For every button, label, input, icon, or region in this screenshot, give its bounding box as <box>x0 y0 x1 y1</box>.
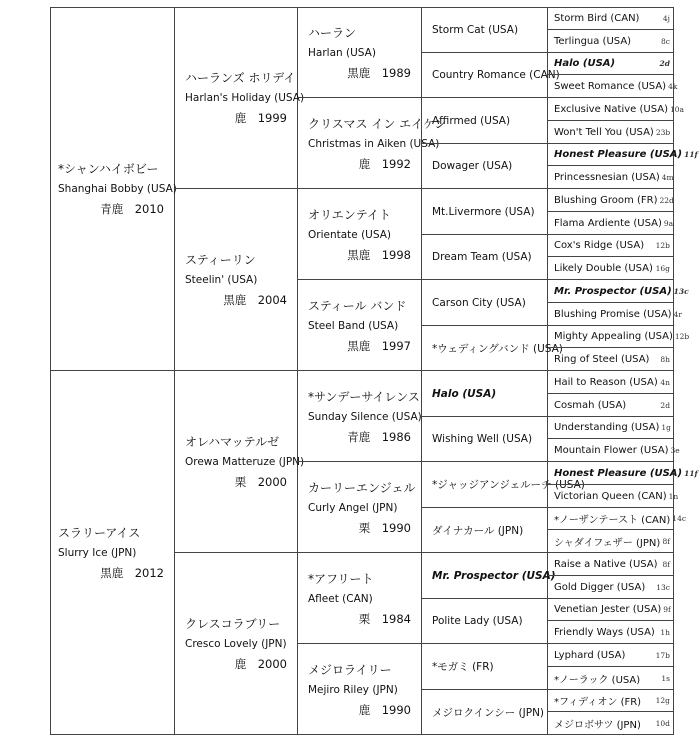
horse-name: Mr. Prospector (USA) <box>432 569 556 582</box>
horse-name: Blushing Promise (USA) <box>554 308 672 320</box>
family-number: 12b <box>674 332 690 341</box>
gen4-cell <box>422 189 548 235</box>
coat-and-year <box>58 201 164 217</box>
horse-name: Halo (USA) <box>432 387 497 400</box>
gen4-cell <box>422 644 548 690</box>
gen5-cell <box>548 166 674 189</box>
gen3-cell <box>298 7 422 98</box>
family-number: 9f <box>663 605 671 614</box>
gen5-cell <box>548 508 687 530</box>
gen4-cell <box>422 53 560 98</box>
family-number: 22d <box>659 195 674 205</box>
gen4-cell <box>422 98 548 144</box>
gen2-cell <box>175 371 305 553</box>
coat-and-year <box>308 65 411 81</box>
gen3-cell <box>298 280 422 371</box>
coat-color: 鹿 <box>234 111 247 125</box>
coat-and-year <box>185 110 287 126</box>
gen5-cell <box>548 53 674 75</box>
coat-and-year <box>185 656 287 672</box>
horse-name-en: Shanghai Bobby (USA) <box>58 183 177 195</box>
horse-name: Carson City (USA) <box>432 296 526 309</box>
family-number: 1n <box>668 491 679 501</box>
gen5-cell <box>548 439 680 462</box>
birth-year: 2010 <box>134 202 164 216</box>
gen5-cell <box>548 371 674 394</box>
horse-name-en: Slurry Ice (JPN) <box>58 547 137 559</box>
gen5-cell <box>548 394 674 417</box>
birth-year: 1990 <box>381 702 411 717</box>
gen3-cell <box>298 644 422 735</box>
family-number: 8c <box>661 36 670 46</box>
horse-name-en: Steelin' (USA) <box>185 274 258 286</box>
horse-name: *ジャッジアンジェルーチ (USA) <box>432 479 585 491</box>
horse-name-en: Christmas in Aiken (USA) <box>308 137 440 150</box>
horse-name: メジロクインシー (JPN) <box>432 706 545 719</box>
horse-name: Flama Ardiente (USA) <box>554 217 662 229</box>
gen5-cell <box>548 530 674 553</box>
family-number: 16g <box>655 263 670 273</box>
horse-name: *フィディオン (FR) <box>554 697 642 708</box>
birth-year: 2012 <box>134 566 164 580</box>
horse-name: Friendly Ways (USA) <box>554 626 655 638</box>
horse-name: Raise a Native (USA) <box>554 558 658 570</box>
gen5-cell <box>548 712 674 735</box>
family-number: 2d <box>660 400 670 410</box>
coat-color: 青鹿 <box>347 429 371 444</box>
birth-year: 1992 <box>381 156 411 171</box>
coat-color: 栗 <box>358 611 371 626</box>
family-number: 3e <box>670 445 680 455</box>
coat-and-year <box>308 247 411 263</box>
horse-name: Gold Digger (USA) <box>554 581 646 593</box>
horse-name-jp: スティール バンド <box>308 298 407 313</box>
horse-name: Country Romance (CAN) <box>432 69 560 81</box>
pedigree-table <box>50 7 698 735</box>
horse-name-en: Orewa Matteruze (JPN) <box>185 456 305 468</box>
coat-and-year <box>308 611 411 627</box>
horse-name: Polite Lady (USA) <box>432 615 523 627</box>
horse-name: Victorian Queen (CAN) <box>554 490 667 502</box>
horse-name: Venetian Jester (USA) <box>554 604 662 615</box>
gen4-cell <box>422 280 548 326</box>
horse-name-jp: ハーランズ ホリデイ <box>185 71 296 85</box>
gen5-cell <box>548 257 674 280</box>
horse-name: Dream Team (USA) <box>432 251 532 263</box>
horse-name-en: Sunday Silence (USA) <box>308 410 422 423</box>
horse-name: *ノーラック (USA) <box>554 674 641 686</box>
coat-color: 黒鹿 <box>223 293 247 307</box>
horse-name-jp: オレハマッテルゼ <box>185 435 280 449</box>
horse-name-jp: オリエンテイト <box>308 207 391 222</box>
horse-name: Lyphard (USA) <box>554 649 626 661</box>
birth-year: 2000 <box>257 657 287 671</box>
coat-and-year <box>308 156 411 172</box>
coat-color: 鹿 <box>358 156 371 171</box>
coat-color: 黒鹿 <box>347 247 371 262</box>
family-number: 10a <box>669 104 684 114</box>
gen5-cell <box>548 667 674 690</box>
horse-name-jp: スラリーアイス <box>58 526 141 540</box>
horse-name: ダイナカール (JPN) <box>432 524 524 537</box>
gen5-cell <box>548 121 674 144</box>
gen5-cell <box>548 599 674 621</box>
family-number: 11f <box>684 468 698 478</box>
horse-name: Halo (USA) <box>554 58 616 69</box>
gen2-cell <box>175 553 298 735</box>
horse-name: Hail to Reason (USA) <box>554 376 658 388</box>
coat-and-year <box>308 429 411 445</box>
coat-and-year <box>185 292 287 308</box>
horse-name-jp: カーリーエンジェル <box>308 480 416 495</box>
coat-and-year <box>185 474 287 490</box>
horse-name: Storm Cat (USA) <box>432 23 519 36</box>
gen2-cell <box>175 7 305 189</box>
coat-color: 黒鹿 <box>100 566 124 580</box>
horse-name: Dowager (USA) <box>432 160 513 172</box>
gen5-cell <box>548 690 674 712</box>
family-number: 13c <box>673 286 689 296</box>
birth-year: 1986 <box>381 429 411 444</box>
gen4-cell <box>422 599 548 644</box>
horse-name: Exclusive Native (USA) <box>554 103 668 115</box>
family-number: 4m <box>661 172 674 182</box>
horse-name-jp: *アフリート <box>308 571 374 586</box>
gen5-cell <box>548 485 679 508</box>
gen5-cell <box>548 326 690 348</box>
family-number: 8f <box>662 559 670 569</box>
family-number: 12g <box>655 696 670 705</box>
coat-color: 鹿 <box>358 702 371 717</box>
gen1-cell <box>50 371 175 735</box>
family-number: 8f <box>662 536 670 546</box>
family-number: 14c <box>672 514 687 523</box>
gen4-cell <box>422 417 548 462</box>
family-number: 8h <box>660 354 670 364</box>
horse-name: Affirmed (USA) <box>432 114 511 127</box>
coat-and-year <box>308 702 411 718</box>
family-number: 13c <box>656 582 670 592</box>
horse-name: Terlingua (USA) <box>554 35 632 47</box>
coat-color: 黒鹿 <box>347 65 371 80</box>
gen5-cell <box>548 75 678 98</box>
birth-year: 1990 <box>381 520 411 535</box>
horse-name: Mountain Flower (USA) <box>554 444 669 456</box>
family-number: 1g <box>661 423 671 432</box>
horse-name: Cox's Ridge (USA) <box>554 240 645 251</box>
horse-name-en: Harlan's Holiday (USA) <box>185 92 305 104</box>
gen5-cell <box>548 303 682 326</box>
horse-name-en: Curly Angel (JPN) <box>308 501 398 514</box>
horse-name: シャダイフェザー (JPN) <box>554 537 661 549</box>
horse-name: Ring of Steel (USA) <box>554 353 650 365</box>
family-number: 9a <box>663 218 674 228</box>
coat-color: 栗 <box>358 520 371 535</box>
birth-year: 1984 <box>381 611 411 626</box>
horse-name-en: Cresco Lovely (JPN) <box>185 638 287 650</box>
family-number: 11f <box>684 150 698 159</box>
gen1-cell <box>50 7 175 371</box>
coat-color: 青鹿 <box>100 202 124 216</box>
horse-name-jp: *シャンハイボビー <box>58 162 159 176</box>
gen5-cell <box>548 212 674 235</box>
horse-name: Storm Bird (CAN) <box>554 12 640 24</box>
family-number: 4j <box>662 13 670 23</box>
gen4-cell <box>422 144 548 189</box>
gen3-cell <box>298 98 447 189</box>
horse-name: Understanding (USA) <box>554 422 660 433</box>
horse-name: *ウェディングバンド (USA) <box>432 342 563 355</box>
coat-color: 栗 <box>234 475 247 489</box>
horse-name: Sweet Romance (USA) <box>554 80 667 92</box>
horse-name: Princessnesian (USA) <box>554 171 660 183</box>
horse-name: メジロボサツ (JPN) <box>554 719 641 731</box>
gen5-cell <box>548 7 674 30</box>
coat-and-year <box>58 565 164 581</box>
gen3-cell <box>298 553 422 644</box>
horse-name-en: Mejiro Riley (JPN) <box>308 683 398 696</box>
horse-name-jp: クリスマス イン エイケン <box>308 116 447 131</box>
horse-name: Mr. Prospector (USA) <box>554 285 672 297</box>
horse-name: *モガミ (FR) <box>432 661 494 673</box>
birth-year: 1997 <box>381 338 411 353</box>
family-number: 12b <box>655 241 670 250</box>
family-number: 4k <box>668 81 678 91</box>
birth-year: 2004 <box>257 293 287 307</box>
horse-name: Mt.Livermore (USA) <box>432 205 535 218</box>
coat-and-year <box>308 338 411 354</box>
gen5-cell <box>548 462 698 485</box>
horse-name: Honest Pleasure (USA) <box>554 149 683 160</box>
gen5-cell <box>548 98 684 121</box>
family-number: 1s <box>661 673 670 683</box>
birth-year: 2000 <box>257 475 287 489</box>
horse-name-en: Harlan (USA) <box>308 46 376 59</box>
gen5-cell <box>548 189 674 212</box>
coat-color: 鹿 <box>234 657 247 671</box>
gen2-cell <box>175 189 298 371</box>
gen5-cell <box>548 144 698 166</box>
horse-name: Likely Double (USA) <box>554 262 653 274</box>
gen4-cell <box>422 462 585 508</box>
gen3-cell <box>298 462 422 553</box>
coat-and-year <box>308 520 411 536</box>
horse-name: Honest Pleasure (USA) <box>554 467 683 479</box>
family-number: 1h <box>660 627 670 637</box>
family-number: 2d <box>659 59 670 68</box>
gen3-cell <box>298 189 422 280</box>
birth-year: 1999 <box>257 111 287 125</box>
horse-name-jp: スティーリン <box>185 253 256 267</box>
gen4-cell <box>422 371 548 417</box>
gen4-cell <box>422 235 548 280</box>
gen5-cell <box>548 30 674 53</box>
horse-name-en: Orientate (USA) <box>308 228 392 241</box>
gen5-cell <box>548 348 674 371</box>
gen3-cell <box>298 371 422 462</box>
gen5-cell <box>548 576 674 599</box>
horse-name-en: Steel Band (USA) <box>308 319 399 332</box>
family-number: 4n <box>660 377 670 387</box>
gen4-cell <box>422 7 548 53</box>
family-number: 10d <box>655 718 670 728</box>
horse-name-jp: クレスコラブリー <box>185 617 281 631</box>
gen4-cell <box>422 508 548 553</box>
gen5-cell <box>548 417 674 439</box>
gen4-cell <box>422 553 556 599</box>
family-number: 17b <box>655 650 670 660</box>
family-number: 23b <box>655 127 671 137</box>
horse-name: Cosmah (USA) <box>554 399 627 411</box>
birth-year: 1998 <box>381 247 411 262</box>
birth-year: 1989 <box>381 65 411 80</box>
family-number: 4r <box>673 309 682 319</box>
horse-name: Blushing Groom (FR) <box>554 194 658 206</box>
gen4-cell <box>422 326 563 371</box>
gen5-cell <box>548 644 674 667</box>
gen5-cell <box>548 553 674 576</box>
horse-name-jp: メジロライリー <box>308 662 392 677</box>
horse-name: *ノーザンテースト (CAN) <box>554 515 671 526</box>
horse-name-en: Afleet (CAN) <box>308 592 373 605</box>
horse-name-jp: *サンデーサイレンス <box>308 389 420 404</box>
gen5-cell <box>548 235 674 257</box>
horse-name-jp: ハーラン <box>308 25 357 40</box>
horse-name: Wishing Well (USA) <box>432 433 533 445</box>
horse-name: Mighty Appealing (USA) <box>554 331 673 342</box>
horse-name: Won't Tell You (USA) <box>554 126 654 138</box>
gen5-cell <box>548 621 674 644</box>
gen4-cell <box>422 690 548 735</box>
gen5-cell <box>548 280 689 303</box>
coat-color: 黒鹿 <box>347 338 371 353</box>
